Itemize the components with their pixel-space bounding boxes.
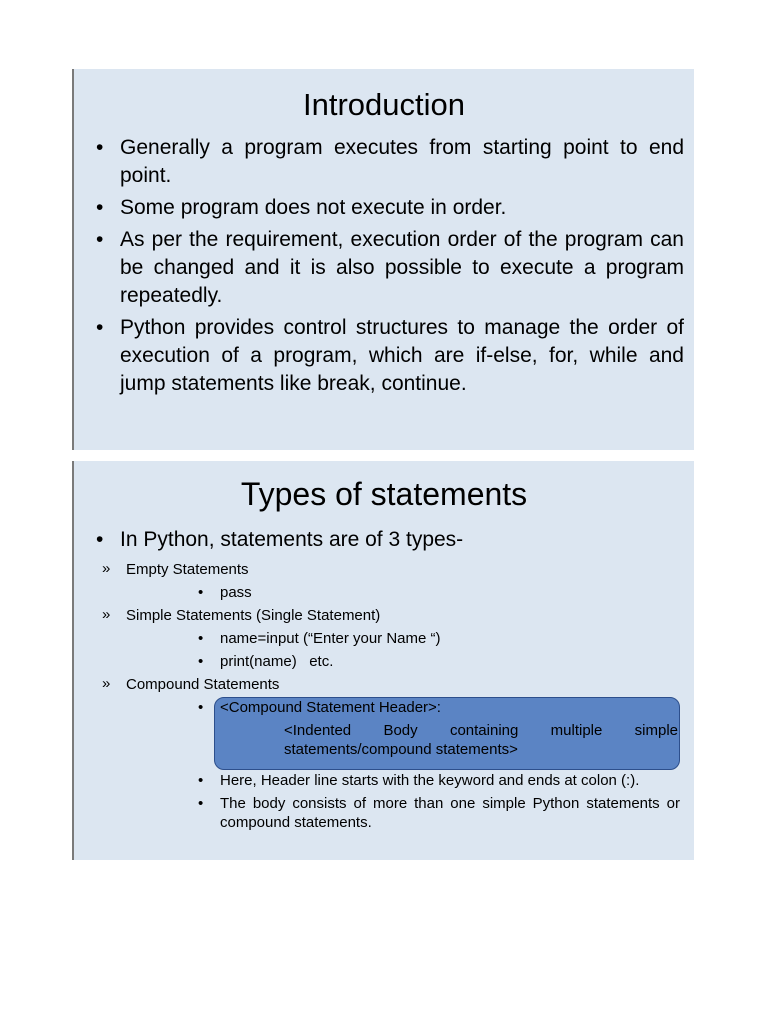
bullet-text: Python provides control structures to manage the order of execution of a program, which are if-else, for, while and jump statements like break, continue. [120,316,684,395]
bullet-icon: • [96,316,104,339]
pass-text: pass [220,584,252,601]
bullet-list [96,134,684,402]
list-item [96,134,684,190]
bullet-icon: • [96,136,104,159]
compound-header-text: <Compound Statement Header>: [220,699,441,716]
list-item [96,771,680,790]
empty-statements-label: Empty Statements [126,561,249,578]
bullet-icon: • [96,528,104,551]
bullet-text: As per the requirement, execution order of the program can be changed and it is also possible to execute a program repeatedly. [120,228,684,307]
list-item [96,226,684,310]
bullet-text: Generally a program executes from starting point to end point. [120,136,684,187]
bullet-icon: • [198,584,204,601]
bullet-text: Some program does not execute in order. [120,196,507,219]
list-item [96,698,680,717]
list-item [96,794,680,832]
list-item [96,583,680,602]
list-item [96,314,684,398]
code-example: name=input (“Enter your Name “) [220,630,441,647]
compound-body-text: <Indented Body containing multiple simple statements/compound statements> [284,722,678,758]
statement-types-list [96,527,680,836]
note-text: Here, Header line starts with the keyword and ends at colon (:). [220,772,640,789]
bullet-icon: • [198,653,204,670]
bullet-icon: • [198,630,204,647]
bullet-icon: • [198,795,204,812]
code-example: print(name) etc. [220,653,334,670]
list-item [96,629,680,648]
slide-introduction [72,69,694,450]
compound-statements-item [96,675,680,694]
empty-statements-item [96,560,680,579]
main-bullet [96,527,680,553]
simple-statements-label: Simple Statements (Single Statement) [126,607,381,624]
list-item [96,194,684,222]
slide-title: Types of statements [240,476,528,512]
compound-statements-label: Compound Statements [126,676,280,693]
list-item [96,652,680,671]
simple-statements-item [96,606,680,625]
bullet-icon: • [198,699,204,716]
chevron-icon: » [102,606,111,623]
bullet-icon: • [96,196,104,219]
slide-title: Introduction [303,87,465,122]
chevron-icon: » [102,675,111,692]
main-bullet-text: In Python, statements are of 3 types- [120,528,464,551]
bullet-icon: • [96,228,104,251]
slide-types-of-statements [72,461,694,860]
note-text: The body consists of more than one simple Python statements or compound statements. [220,795,680,831]
bullet-icon: • [198,772,204,789]
chevron-icon: » [102,560,111,577]
